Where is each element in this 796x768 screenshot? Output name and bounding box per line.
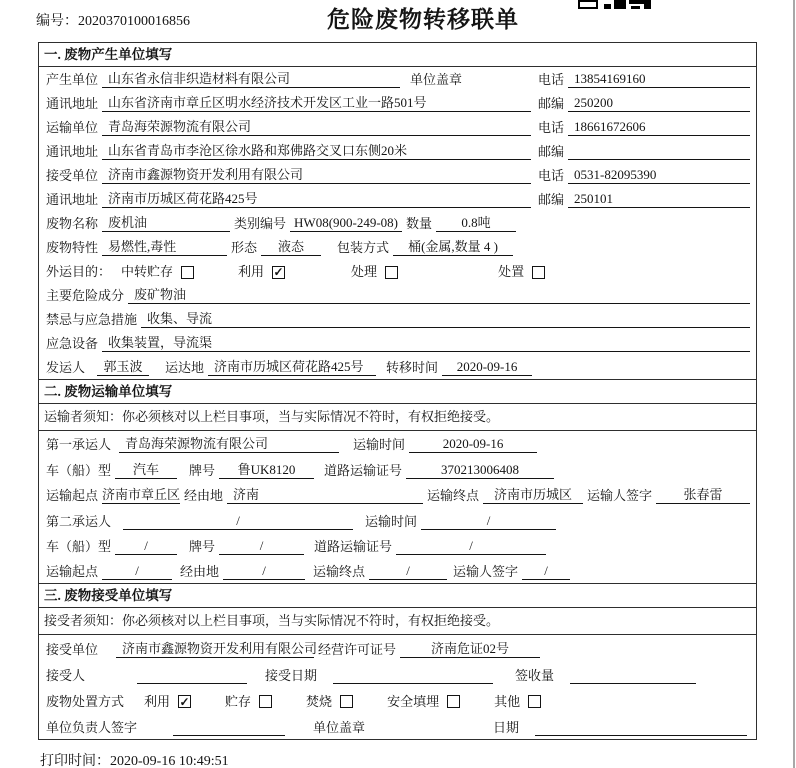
spacer [400, 279, 496, 280]
field-value: 收集装置，导流渠 [102, 335, 750, 352]
field-label: 通讯地址 [46, 144, 99, 159]
field-value: 济南市鑫源物资开发利用有限公司 [116, 641, 314, 658]
field-value: 济南市历城区荷花路425号 [208, 359, 376, 376]
field-label: 经由地 [184, 488, 224, 504]
field-label: 数量 [406, 216, 433, 231]
field-label: 接受单位 [46, 168, 99, 183]
spacer [558, 683, 570, 684]
row-right [534, 71, 753, 88]
spacer [369, 735, 489, 736]
spacer [177, 554, 185, 555]
spacer [462, 709, 492, 710]
form-row [39, 661, 756, 687]
field-label: 电话 [538, 168, 565, 183]
field-label: 邮编 [538, 96, 565, 111]
row-left [42, 167, 534, 184]
field-label: 日期 [493, 719, 520, 735]
row-right [534, 191, 753, 208]
form-row [39, 307, 756, 331]
field-value: 收集、导流 [141, 311, 750, 328]
field-label: 单位盖章 [313, 719, 366, 735]
field-label: 运输起点 [46, 564, 99, 580]
field-value [333, 667, 493, 684]
page-title: 危险废物转移联单 [327, 7, 519, 32]
serial-number-line [36, 10, 190, 30]
form-row [39, 67, 756, 91]
receiver-notice: 接受者须知：你必须核对以上栏目事项，当与实际情况不符时，有权拒绝接受。 [39, 608, 756, 635]
field-label: 转移时间 [386, 360, 439, 375]
spacer [128, 709, 142, 710]
section-transporter [39, 379, 756, 583]
form-row [39, 507, 756, 532]
field-value: 青岛海荣源物流有限公司 [102, 119, 531, 136]
form-row [39, 482, 756, 507]
field-label: 主要危险成分 [46, 288, 125, 303]
field-value: 桶(金属,数量 4 ) [393, 239, 513, 256]
field-label: 牌号 [189, 538, 216, 554]
spacer [89, 375, 97, 376]
field-value: 济南市历城区荷花路425号 [102, 191, 531, 208]
section-receiver-header: 三. 废物接受单位填写 [39, 584, 756, 608]
field-label: 外运目的： [46, 264, 112, 279]
field-label: 运输时间 [353, 437, 406, 453]
section-receiver [39, 583, 756, 738]
spacer [355, 709, 385, 710]
spacer [447, 579, 449, 580]
field-label: 运输单位 [46, 120, 99, 135]
row-left [42, 119, 534, 136]
field-value: 郭玉波 [97, 359, 149, 376]
field-label: 牌号 [189, 462, 216, 478]
checkbox-option [494, 694, 541, 710]
print-time-value: 2020-09-16 10:49:51 [110, 754, 229, 768]
form-row [39, 533, 756, 558]
field-label: 单位负责人签字 [46, 719, 138, 735]
row-right [534, 143, 753, 160]
field-value: 张春雷 [656, 487, 750, 504]
field-value: 13854169160 [568, 71, 750, 88]
field-label: 运输起点 [46, 488, 99, 504]
spacer [321, 255, 333, 256]
field-value: 山东省永信非织造材料有限公司 [102, 71, 400, 88]
field-value [568, 143, 750, 160]
field-value: 济南 [227, 487, 423, 504]
form-row [39, 91, 756, 115]
field-value: HW08(900-249-08) [290, 215, 402, 232]
unchecked-checkbox-icon [340, 695, 353, 708]
print-time-line [40, 750, 229, 768]
checkbox-label: 处理 [351, 264, 378, 279]
spacer [172, 579, 176, 580]
field-value: 2020-09-16 [409, 436, 537, 453]
field-label: 运达地 [165, 360, 205, 375]
field-label: 运输时间 [365, 513, 418, 529]
field-value: 汽车 [115, 462, 177, 479]
spacer [115, 279, 119, 280]
field-value: 250200 [568, 95, 750, 112]
form-row [39, 713, 756, 739]
form-row [39, 283, 756, 307]
serial-label: 编号： [36, 14, 78, 29]
field-value: 370213006408 [406, 462, 554, 479]
field-value: 济南市章丘区 [102, 487, 181, 503]
form-row [39, 558, 756, 583]
row-left [42, 95, 534, 112]
checked-checkbox-icon: ✓ [273, 265, 284, 279]
field-label: 形态 [231, 240, 258, 255]
field-value [570, 667, 696, 684]
spacer [285, 735, 309, 736]
field-label: 单位盖章 [410, 72, 463, 87]
form-row [39, 259, 756, 283]
field-value: 废机油 [102, 215, 230, 232]
row-left [42, 71, 534, 88]
checkbox-option [238, 264, 285, 280]
spacer [141, 735, 173, 736]
field-value: / [223, 563, 305, 580]
section-transporter-header: 二. 废物运输单位填写 [39, 380, 756, 404]
field-value: 废矿物油 [128, 287, 750, 304]
field-label: 道路运输证号 [314, 538, 393, 554]
field-value: 易燃性,毒性 [102, 239, 227, 256]
field-label: 运输人签字 [453, 564, 519, 580]
field-label: 通讯地址 [46, 192, 99, 207]
spacer [102, 657, 116, 658]
section-transporter-rows [39, 431, 756, 583]
section-producer [39, 43, 756, 379]
field-label: 运输人签字 [587, 488, 653, 504]
spacer [339, 452, 349, 453]
spacer [304, 554, 310, 555]
spacer [89, 683, 137, 684]
form-row [39, 211, 756, 235]
spacer [287, 279, 349, 280]
print-time-label: 打印时间： [40, 754, 110, 768]
spacer [353, 529, 361, 530]
checkbox-label: 处置 [498, 264, 525, 279]
field-value [535, 719, 747, 736]
field-value: 18661672606 [568, 119, 750, 136]
field-value: / [123, 513, 353, 530]
field-label: 包装方式 [337, 240, 390, 255]
unchecked-checkbox-icon [532, 266, 545, 279]
form-row [39, 431, 756, 456]
checkbox-label: 安全填埋 [387, 693, 440, 709]
row-right [534, 119, 753, 136]
field-value: 0.8吨 [436, 215, 516, 232]
spacer [493, 683, 511, 684]
field-label: 道路运输证号 [324, 462, 403, 478]
checkbox-option [121, 264, 194, 280]
checkbox-option [351, 264, 398, 280]
unchecked-checkbox-icon [259, 695, 272, 708]
checkbox-option [306, 694, 353, 710]
field-label: 接受日期 [265, 667, 318, 683]
section-producer-header: 一. 废物产生单位填写 [39, 43, 756, 67]
section-receiver-rows [39, 635, 756, 738]
field-label: 经营许可证号 [318, 642, 397, 658]
field-label: 经由地 [180, 564, 220, 580]
spacer [115, 529, 123, 530]
checkbox-label: 中转贮存 [121, 264, 174, 279]
field-value: / [421, 513, 556, 530]
spacer [376, 375, 382, 376]
field-value: 液态 [261, 239, 321, 256]
spacer [177, 478, 185, 479]
field-label: 产生单位 [46, 72, 99, 87]
field-value: / [396, 538, 546, 555]
form-row [39, 635, 756, 661]
field-value [137, 667, 247, 684]
spacer [149, 375, 161, 376]
form-row [39, 187, 756, 211]
field-value: 山东省青岛市李沧区徐水路和郑佛路交叉口东侧20米 [102, 143, 531, 160]
field-label: 电话 [538, 120, 565, 135]
spacer [247, 683, 261, 684]
field-label: 签收量 [515, 667, 555, 683]
form-row [39, 456, 756, 481]
manifest-form-table [38, 42, 757, 740]
field-value: 山东省济南市章丘区明水经济技术开发区工业一路501号 [102, 95, 531, 112]
field-value: / [102, 563, 172, 580]
field-label: 应急设备 [46, 336, 99, 351]
field-label: 第二承运人 [46, 513, 112, 529]
field-label: 接受单位 [46, 642, 99, 658]
checkbox-label: 其他 [494, 693, 521, 709]
field-value: 鲁UK8120 [219, 462, 314, 479]
checkbox-option [498, 264, 545, 280]
checkbox-label: 利用 [238, 264, 265, 279]
field-label: 邮编 [538, 192, 565, 207]
field-label: 废物名称 [46, 216, 99, 231]
form-row [39, 235, 756, 259]
form-row [39, 687, 756, 713]
field-value: / [115, 538, 177, 555]
spacer [193, 709, 223, 710]
form-row [39, 331, 756, 355]
form-row [39, 115, 756, 139]
field-value: 济南危证02号 [400, 641, 540, 658]
unchecked-checkbox-icon [528, 695, 541, 708]
spacer [321, 683, 333, 684]
field-label: 废物特性 [46, 240, 99, 255]
row-right [534, 167, 753, 184]
field-value: 济南市鑫源物资开发利用有限公司 [102, 167, 531, 184]
field-label: 废物处置方式 [46, 693, 125, 709]
checkbox-option [225, 694, 272, 710]
field-label: 电话 [538, 72, 565, 87]
serial-value: 2020370100016856 [78, 14, 190, 29]
checkbox-option [387, 694, 460, 710]
checked-checkbox-icon: ✓ [179, 694, 190, 709]
unchecked-checkbox-icon [385, 266, 398, 279]
field-label: 邮编 [538, 144, 565, 159]
field-label: 通讯地址 [46, 96, 99, 111]
transporter-notice: 运输者须知：你必须核对以上栏目事项，当与实际情况不符时，有权拒绝接受。 [39, 404, 756, 431]
field-value: 济南市历城区 [483, 487, 583, 504]
field-label: 接受人 [46, 667, 86, 683]
form-row [39, 163, 756, 187]
checkbox-option [144, 694, 191, 710]
field-label: 运输终点 [427, 488, 480, 504]
field-value: / [369, 563, 447, 580]
checkbox-label: 焚烧 [306, 693, 333, 709]
unchecked-checkbox-icon [181, 266, 194, 279]
field-label: 发运人 [46, 360, 86, 375]
checkbox-label: 利用 [144, 693, 171, 709]
row-left [42, 191, 534, 208]
section-producer-rows [39, 67, 756, 379]
spacer [314, 478, 320, 479]
field-label: 禁忌与应急措施 [46, 312, 138, 327]
form-row [39, 355, 756, 379]
qr-code-fragment-icon [578, 0, 652, 9]
form-row [39, 139, 756, 163]
unchecked-checkbox-icon [447, 695, 460, 708]
field-value: 250101 [568, 191, 750, 208]
field-value [173, 719, 285, 736]
checkbox-label: 贮存 [225, 693, 252, 709]
field-label: 类别编号 [234, 216, 287, 231]
field-label: 第一承运人 [46, 437, 112, 453]
spacer [400, 87, 406, 88]
row-right [534, 95, 753, 112]
spacer [196, 279, 236, 280]
window-edge-line [793, 0, 796, 768]
row-left [42, 143, 534, 160]
field-value: / [219, 538, 304, 555]
spacer [274, 709, 304, 710]
field-label: 车（船）型 [46, 462, 112, 478]
field-label: 车（船）型 [46, 538, 112, 554]
spacer [523, 735, 535, 736]
spacer [305, 579, 309, 580]
field-value: 2020-09-16 [442, 359, 532, 376]
field-value: 0531-82095390 [568, 167, 750, 184]
field-value: 青岛海荣源物流有限公司 [119, 436, 339, 453]
field-value: / [522, 563, 570, 580]
field-label: 运输终点 [313, 564, 366, 580]
